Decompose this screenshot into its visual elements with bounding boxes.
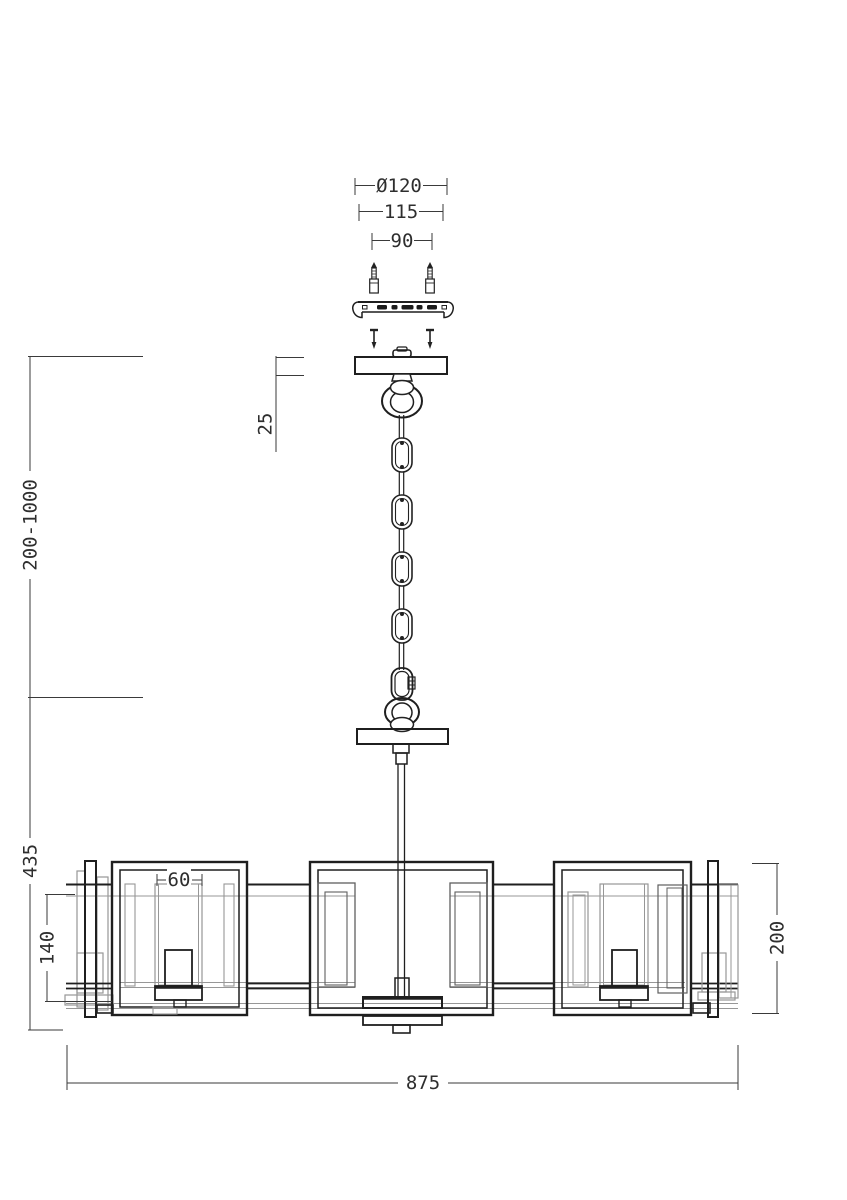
dim-label-overall-width: 875 xyxy=(405,1072,441,1094)
dim-bracket-width xyxy=(359,201,443,223)
center-stem xyxy=(363,764,442,1033)
dim-label-shade-height: 140 xyxy=(36,930,59,966)
mounting-hardware xyxy=(353,262,454,764)
lower-loop-and-plate xyxy=(357,698,448,764)
finial-knob xyxy=(393,1025,410,1033)
dim-shade-height xyxy=(37,894,113,1002)
dim-label-fixture-height: 435 xyxy=(19,843,42,879)
quick-link xyxy=(392,668,416,700)
right-cage xyxy=(554,862,691,1015)
dim-hole-spacing xyxy=(372,230,432,252)
dim-overall-width xyxy=(67,1045,738,1094)
dim-label-hole-spacing: 90 xyxy=(390,230,414,252)
chain xyxy=(392,415,412,670)
fixture-body xyxy=(65,764,738,1033)
wall-anchor-icon xyxy=(426,262,435,293)
center-cage xyxy=(310,862,493,1015)
dim-canopy-diameter xyxy=(355,175,447,197)
candle xyxy=(165,950,192,986)
candle xyxy=(612,950,637,986)
canopy xyxy=(355,347,447,374)
glass-shade xyxy=(155,884,202,988)
dim-shade-width xyxy=(157,869,202,891)
dim-label-canopy-height: 25 xyxy=(254,412,277,436)
dim-cage-height xyxy=(752,863,789,1014)
dim-label-canopy-diameter: Ø120 xyxy=(376,175,422,197)
dim-label-shade-width: 60 xyxy=(167,869,191,891)
dim-label-bracket-width: 115 xyxy=(383,201,419,223)
glass-shade xyxy=(600,884,648,988)
dim-canopy-height xyxy=(255,356,305,452)
dim-label-cage-height: 200 xyxy=(766,920,789,956)
upper-loop xyxy=(382,374,422,418)
mounting-bracket xyxy=(353,302,454,318)
screw-icon xyxy=(370,330,378,349)
dim-label-suspension-range: 200-1000 xyxy=(19,479,42,571)
screw-icon xyxy=(426,330,434,349)
wall-anchor-icon xyxy=(370,262,379,293)
